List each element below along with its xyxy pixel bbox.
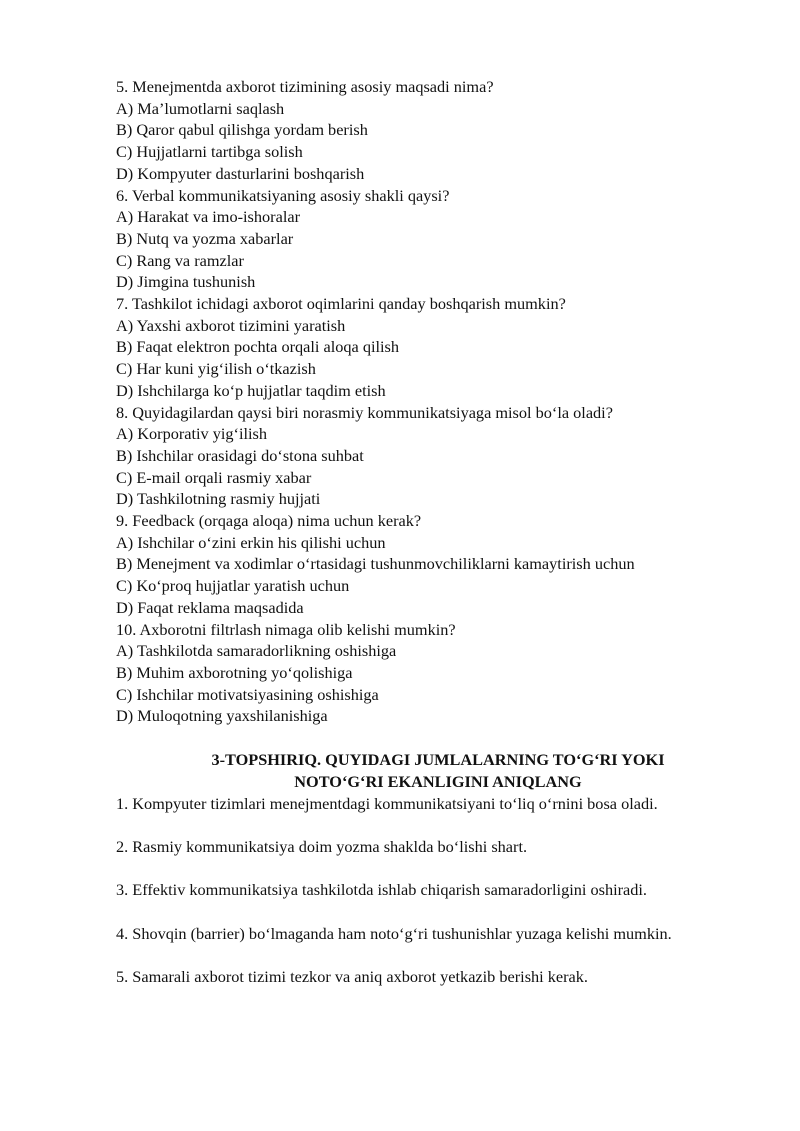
- question-5: [116, 76, 756, 185]
- answer-option: D) Muloqotning yaxshilanishiga: [116, 706, 328, 726]
- answer-option: D) Faqat reklama maqsadida: [116, 597, 304, 617]
- answer-option: B) Ishchilar orasidagi do‘stona suhbat: [116, 445, 364, 465]
- question-6: [116, 185, 756, 294]
- document-page: [116, 76, 756, 1009]
- answer-option: C) Rang va ramzlar: [116, 250, 244, 270]
- answer-option: B) Qaror qabul qilishga yordam berish: [116, 120, 368, 140]
- question-10: [116, 619, 756, 728]
- question-text: 10. Axborotni filtrlash nimaga olib kelishi mumkin?: [116, 619, 456, 639]
- answer-option: A) Harakat va imo-ishoralar: [116, 207, 300, 227]
- statement-item: 5. Samarali axborot tizimi tezkor va aniq axborot yetkazib berishi kerak.: [116, 967, 588, 987]
- answer-option: A) Korporativ yig‘ilish: [116, 424, 268, 444]
- answer-option: B) Menejment va xodimlar o‘rtasidagi tushunmovchiliklarni kamaytirish uchun: [116, 554, 635, 574]
- answer-option: D) Kompyuter dasturlarini boshqarish: [116, 163, 365, 183]
- question-9: [116, 510, 756, 619]
- answer-option: B) Muhim axborotning yo‘qolishiga: [116, 662, 353, 682]
- question-text: 9. Feedback (orqaga aloqa) nima uchun kerak?: [116, 511, 422, 531]
- answer-option: A) Ishchilar o‘zini erkin his qilishi uchun: [116, 532, 386, 552]
- answer-option: C) Hujjatlarni tartibga solish: [116, 142, 303, 162]
- answer-option: B) Faqat elektron pochta orqali aloqa qilish: [116, 337, 400, 357]
- task3-heading-line2: NOTO‘G‘RI EKANLIGINI ANIQLANG: [294, 771, 582, 791]
- question-text: 8. Quyidagilardan qaysi biri norasmiy kommunikatsiyaga misol bo‘la oladi?: [116, 402, 613, 422]
- answer-option: A) Ma’lumotlarni saqlash: [116, 98, 285, 118]
- answer-option: D) Ishchilarga ko‘p hujjatlar taqdim etish: [116, 380, 386, 400]
- statement-item: 2. Rasmiy kommunikatsiya doim yozma shaklda bo‘lishi shart.: [116, 836, 528, 856]
- answer-option: C) Ishchilar motivatsiyasining oshishiga: [116, 684, 379, 704]
- task3-statements: [116, 793, 756, 988]
- answer-option: D) Tashkilotning rasmiy hujjati: [116, 489, 321, 509]
- question-text: 5. Menejmentda axborot tizimining asosiy maqsadi nima?: [116, 77, 494, 96]
- task3-heading-line1: 3-TOPSHIRIQ. QUYIDAGI JUMLALARNING TO‘G‘RI YOKI: [211, 750, 665, 770]
- answer-option: D) Jimgina tushunish: [116, 272, 256, 292]
- answer-option: C) Ko‘proq hujjatlar yaratish uchun: [116, 576, 350, 596]
- statement-item: 1. Kompyuter tizimlari menejmentdagi kommunikatsiyani to‘liq o‘rnini bosa oladi.: [116, 793, 658, 813]
- question-text: 6. Verbal kommunikatsiyaning asosiy shakli qaysi?: [116, 185, 450, 205]
- question-text: 7. Tashkilot ichidagi axborot oqimlarini qanday boshqarish mumkin?: [116, 294, 566, 314]
- answer-option: C) Har kuni yig‘ilish o‘tkazish: [116, 359, 316, 379]
- answer-option: A) Yaxshi axborot tizimini yaratish: [116, 315, 346, 335]
- task3-heading: [116, 749, 756, 792]
- answer-option: C) E-mail orqali rasmiy xabar: [116, 467, 312, 487]
- statement-item: 3. Effektiv kommunikatsiya tashkilotda ishlab chiqarish samaradorligini oshiradi.: [116, 880, 648, 900]
- statement-item: 4. Shovqin (barrier) bo‘lmaganda ham noto‘g‘ri tushunishlar yuzaga kelishi mumkin.: [116, 923, 672, 943]
- answer-option: A) Tashkilotda samaradorlikning oshishiga: [116, 641, 397, 661]
- answer-option: B) Nutq va yozma xabarlar: [116, 228, 294, 248]
- question-7: [116, 293, 756, 402]
- question-8: [116, 402, 756, 511]
